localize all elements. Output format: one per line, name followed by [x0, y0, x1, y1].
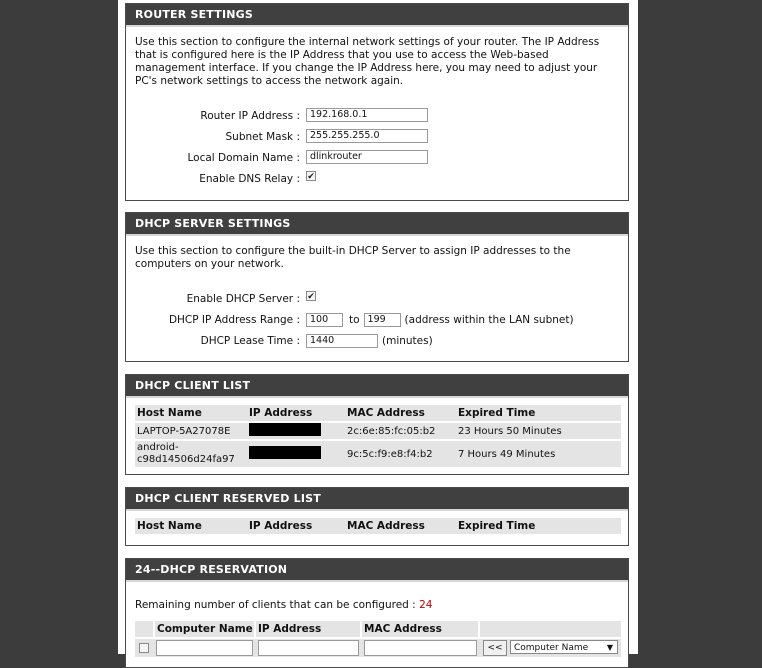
- local-domain-input[interactable]: [306, 150, 428, 164]
- column-header: IP Address: [247, 405, 345, 421]
- section-description: Use this section to configure the built-in DHCP Server to assign IP addresses to the computers on your network.: [135, 245, 571, 270]
- subnet-mask-input[interactable]: [306, 129, 428, 143]
- column-header: MAC Address: [362, 621, 478, 637]
- section-title: 24--DHCP RESERVATION: [126, 559, 628, 582]
- remaining-label: Remaining number of clients that can be configured :: [135, 599, 416, 611]
- column-header: IP Address: [247, 518, 345, 534]
- chevron-down-icon: ▼: [606, 643, 613, 652]
- range-note: (address within the LAN subnet): [404, 314, 574, 326]
- lease-time-note: (minutes): [382, 335, 433, 347]
- section-title: DHCP CLIENT LIST: [126, 375, 628, 398]
- column-header: IP Address: [256, 621, 360, 637]
- dhcp-reserved-list-section: [125, 487, 629, 546]
- page-content: [118, 0, 638, 654]
- mac-address-cell: 2c:6e:85:fc:05:b2: [345, 423, 456, 439]
- section-title: ROUTER SETTINGS: [126, 4, 628, 27]
- column-header: MAC Address: [345, 405, 456, 421]
- reservation-input-row: [135, 639, 621, 657]
- host-name-line: android-: [137, 442, 179, 453]
- reservation-enable-checkbox[interactable]: [139, 643, 149, 653]
- dns-relay-checkbox[interactable]: ✔: [307, 172, 315, 182]
- enable-dhcp-label: Enable DHCP Server :: [186, 293, 300, 305]
- range-to-label: to: [349, 314, 360, 326]
- section-description: Use this section to configure the internal network settings of your router. The IP Address that is configured here is the IP Address that you use to access the Web-based management interface. If you change the IP Address here, you may need to adjust your PC's network settings to access the network again.: [135, 36, 600, 87]
- dns-relay-row: [126, 171, 628, 187]
- column-header: Host Name: [135, 518, 247, 534]
- ip-address-cell: [247, 441, 345, 467]
- redacted-block: [249, 423, 321, 436]
- copy-computer-button[interactable]: <<: [483, 640, 507, 656]
- column-header: Expired Time: [456, 405, 621, 421]
- action-column-header: [480, 621, 621, 637]
- mac-address-cell: 9c:5c:f9:e8:f4:b2: [345, 441, 456, 467]
- section-title: DHCP CLIENT RESERVED LIST: [126, 488, 628, 511]
- select-value: Computer Name: [514, 643, 589, 653]
- redacted-block: [249, 446, 321, 459]
- host-name-cell: LAPTOP-5A27078E: [135, 423, 247, 439]
- host-name-cell: [135, 441, 247, 467]
- router-ip-input[interactable]: [306, 108, 428, 122]
- computer-name-select[interactable]: [510, 640, 618, 654]
- enable-dhcp-row: [126, 291, 628, 307]
- domain-row: [126, 150, 628, 166]
- dns-relay-label: Enable DNS Relay :: [199, 173, 300, 185]
- ip-range-label: DHCP IP Address Range :: [168, 314, 300, 326]
- ip-address-cell: [247, 423, 345, 439]
- table-header-row: [135, 518, 621, 534]
- reservation-header-row: [135, 621, 621, 637]
- enable-dhcp-checkbox[interactable]: ✔: [307, 292, 315, 302]
- checkbox-column-header: [135, 621, 153, 637]
- host-name-line: c98d14506d24fa97: [137, 454, 235, 465]
- router-ip-label: Router IP Address :: [200, 110, 300, 122]
- section-title: DHCP SERVER SETTINGS: [126, 213, 628, 236]
- remaining-count: 24: [419, 599, 433, 611]
- dhcp-reservation-section: [125, 558, 629, 668]
- expired-time-cell: 23 Hours 50 Minutes: [456, 423, 621, 439]
- expired-time-cell: 7 Hours 49 Minutes: [456, 441, 621, 467]
- ip-range-row: [126, 312, 628, 328]
- column-header: Host Name: [135, 405, 247, 421]
- subnet-label: Subnet Mask :: [225, 131, 300, 143]
- domain-label: Local Domain Name :: [187, 152, 300, 164]
- range-start-input[interactable]: [306, 313, 343, 327]
- router-ip-row: [126, 108, 628, 124]
- column-header: Expired Time: [456, 518, 621, 534]
- lease-time-input[interactable]: [306, 334, 378, 348]
- column-header: MAC Address: [345, 518, 456, 534]
- subnet-row: [126, 129, 628, 145]
- client-list-table: [135, 403, 621, 469]
- reserved-list-table: [135, 516, 621, 536]
- range-end-input[interactable]: [364, 313, 401, 327]
- dhcp-client-list-section: [125, 374, 629, 475]
- remaining-clients-text: [135, 599, 432, 611]
- column-header: Computer Name: [157, 623, 253, 635]
- table-header-row: [135, 405, 621, 421]
- lease-time-label: DHCP Lease Time :: [200, 335, 300, 347]
- lease-time-row: [126, 333, 628, 349]
- table-row: [135, 441, 621, 467]
- dhcp-server-section: [125, 212, 629, 362]
- router-settings-section: [125, 3, 629, 201]
- table-row: [135, 423, 621, 439]
